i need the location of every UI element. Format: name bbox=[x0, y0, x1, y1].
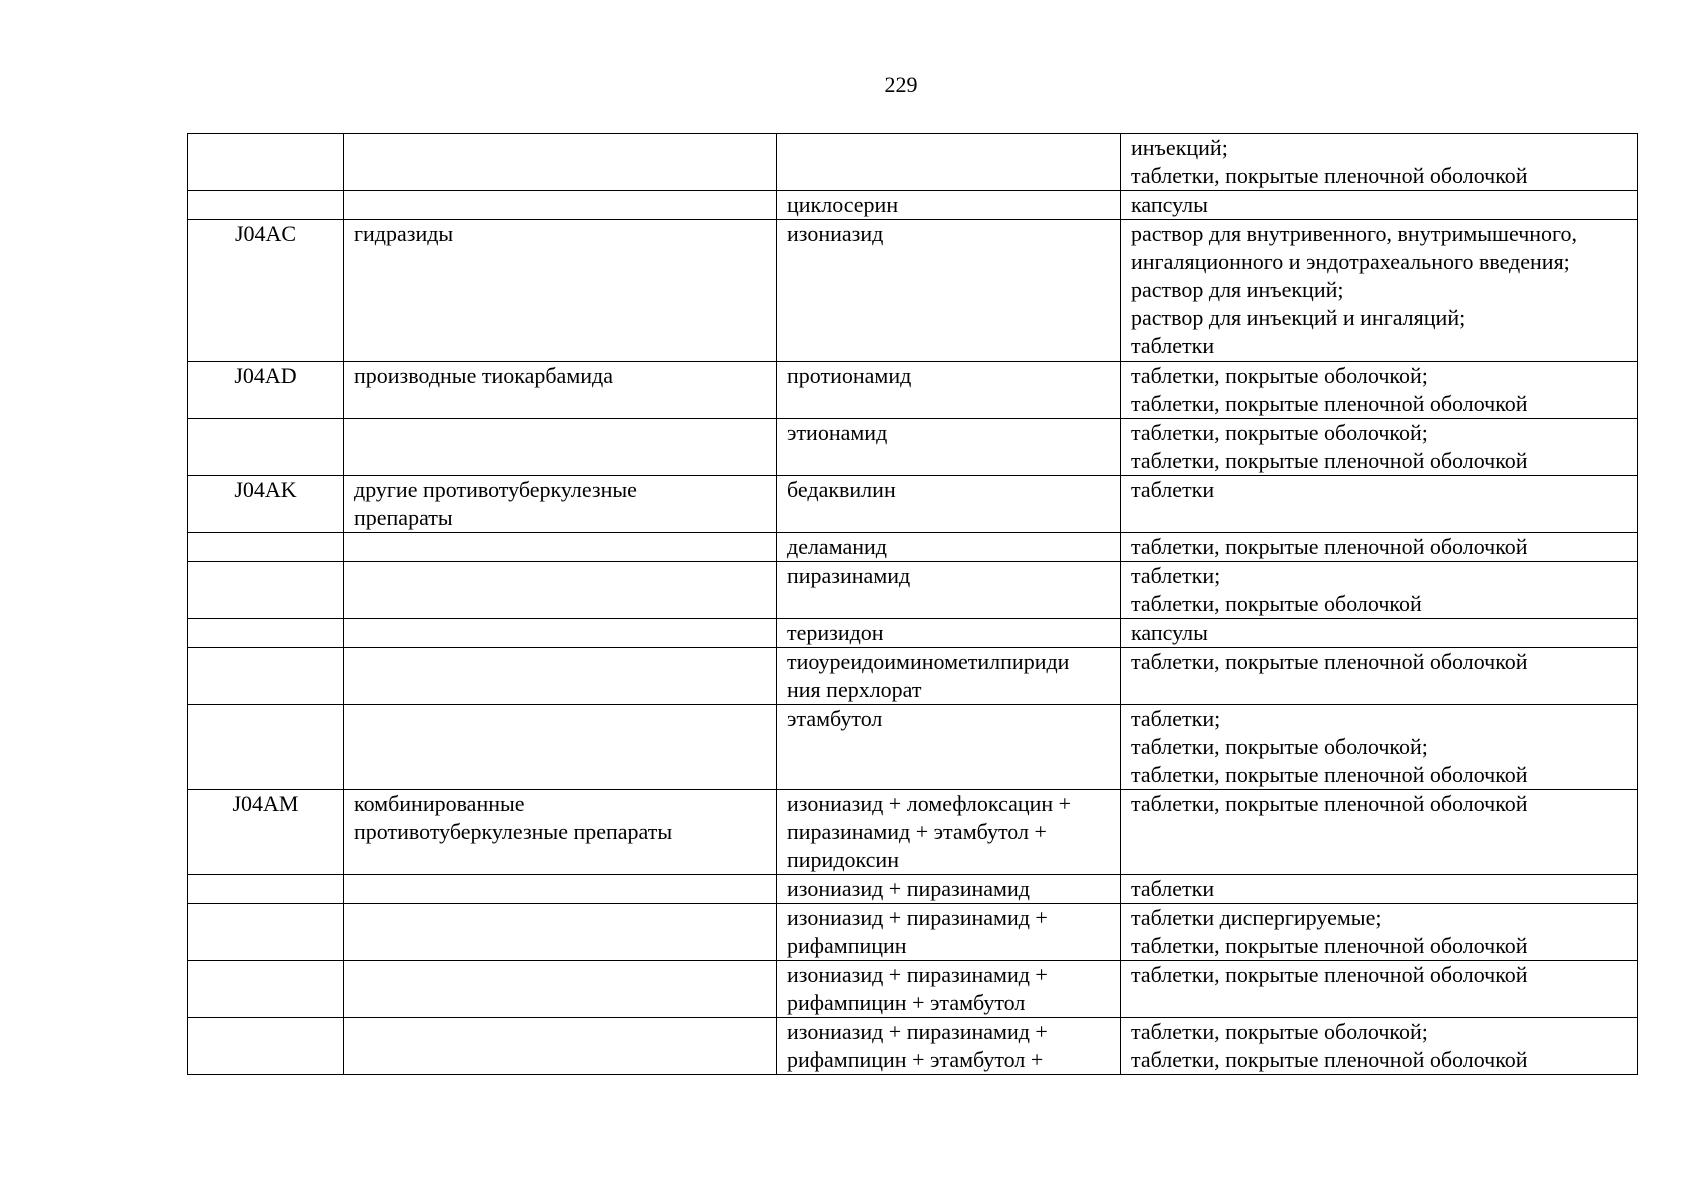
group-name-cell bbox=[344, 875, 777, 904]
dosage-form-line: раствор для инъекций; bbox=[1131, 277, 1344, 302]
drug-name-cell bbox=[777, 419, 1121, 476]
dosage-form-cell bbox=[1121, 220, 1638, 362]
table-row bbox=[188, 476, 1638, 533]
drug-name-cell bbox=[777, 705, 1121, 790]
dosage-form-cell bbox=[1121, 533, 1638, 562]
atc-code-cell: J04AD bbox=[188, 362, 344, 419]
table-row bbox=[188, 1018, 1638, 1075]
dosage-form-cell bbox=[1121, 419, 1638, 476]
atc-code-cell bbox=[188, 619, 344, 648]
dosage-form-line: таблетки, покрытые оболочкой; bbox=[1131, 363, 1428, 388]
group-name-cell bbox=[344, 533, 777, 562]
dosage-form-cell bbox=[1121, 705, 1638, 790]
page-number: 229 bbox=[884, 72, 918, 97]
table-row bbox=[188, 562, 1638, 619]
dosage-form-line: раствор для инъекций и ингаляций; bbox=[1131, 305, 1466, 330]
medication-table bbox=[187, 133, 1638, 1075]
atc-code-cell: J04AC bbox=[188, 220, 344, 362]
table-row bbox=[188, 705, 1638, 790]
group-name-cell bbox=[344, 220, 777, 362]
dosage-form-line: таблетки, покрытые пленочной оболочкой bbox=[1131, 762, 1528, 787]
drug-name-cell bbox=[777, 1018, 1121, 1075]
table-row bbox=[188, 790, 1638, 875]
drug-name-line: изониазид + пиразинамид + bbox=[787, 1019, 1048, 1044]
dosage-form-line: инъекций; bbox=[1131, 135, 1228, 160]
dosage-form-line: таблетки, покрытые пленочной оболочкой bbox=[1131, 649, 1528, 674]
atc-code-cell: J04AM bbox=[188, 790, 344, 875]
drug-name-line: теризидон bbox=[787, 620, 884, 645]
group-name-cell bbox=[344, 419, 777, 476]
dosage-form-line: раствор для внутривенного, внутримышечного, bbox=[1131, 221, 1578, 246]
group-name-cell bbox=[344, 362, 777, 419]
dosage-form-cell bbox=[1121, 562, 1638, 619]
drug-name-line: рифампицин + этамбутол bbox=[787, 990, 1026, 1015]
dosage-form-cell bbox=[1121, 362, 1638, 419]
dosage-form-line: таблетки bbox=[1131, 876, 1215, 901]
dosage-form-line: таблетки, покрытые пленочной оболочкой bbox=[1131, 1047, 1528, 1072]
drug-name-cell bbox=[777, 875, 1121, 904]
atc-code-cell bbox=[188, 562, 344, 619]
atc-code-cell bbox=[188, 904, 344, 961]
dosage-form-line: ингаляционного и эндотрахеального введения; bbox=[1131, 249, 1570, 274]
dosage-form-cell bbox=[1121, 476, 1638, 533]
group-name-cell bbox=[344, 705, 777, 790]
dosage-form-line: таблетки bbox=[1131, 333, 1215, 358]
drug-name-line: изониазид + пиразинамид + bbox=[787, 962, 1048, 987]
dosage-form-line: таблетки диспергируемые; bbox=[1131, 905, 1382, 930]
dosage-form-cell bbox=[1121, 648, 1638, 705]
dosage-form-cell bbox=[1121, 904, 1638, 961]
dosage-form-cell bbox=[1121, 961, 1638, 1018]
atc-code-cell bbox=[188, 1018, 344, 1075]
table-row bbox=[188, 419, 1638, 476]
dosage-form-cell bbox=[1121, 619, 1638, 648]
drug-name-line: рифампицин + этамбутол + bbox=[787, 1047, 1044, 1072]
dosage-form-line: таблетки, покрытые оболочкой; bbox=[1131, 734, 1428, 759]
dosage-form-cell bbox=[1121, 1018, 1638, 1075]
group-name-cell bbox=[344, 904, 777, 961]
drug-name-cell bbox=[777, 476, 1121, 533]
drug-name-line: изониазид + ломефлоксацин + bbox=[787, 791, 1072, 816]
group-name-cell bbox=[344, 476, 777, 533]
table-row bbox=[188, 220, 1638, 362]
drug-name-line: бедаквилин bbox=[787, 477, 896, 502]
table-row bbox=[188, 904, 1638, 961]
dosage-form-cell bbox=[1121, 134, 1638, 191]
dosage-form-cell bbox=[1121, 790, 1638, 875]
drug-name-cell bbox=[777, 220, 1121, 362]
dosage-form-line: таблетки, покрытые пленочной оболочкой bbox=[1131, 962, 1528, 987]
drug-name-line: пиридоксин bbox=[787, 847, 899, 872]
drug-name-cell bbox=[777, 619, 1121, 648]
drug-name-line: изониазид bbox=[787, 221, 884, 246]
dosage-form-line: таблетки, покрытые пленочной оболочкой bbox=[1131, 163, 1528, 188]
atc-code-cell bbox=[188, 419, 344, 476]
group-line: гидразиды bbox=[354, 221, 454, 246]
dosage-form-line: таблетки; bbox=[1131, 563, 1221, 588]
group-name-cell bbox=[344, 619, 777, 648]
dosage-form-line: таблетки bbox=[1131, 477, 1215, 502]
drug-name-line: изониазид + пиразинамид bbox=[787, 876, 1030, 901]
table-body bbox=[188, 134, 1638, 1075]
drug-name-line: этионамид bbox=[787, 420, 888, 445]
dosage-form-line: капсулы bbox=[1131, 192, 1208, 217]
group-name-cell bbox=[344, 790, 777, 875]
drug-name-cell bbox=[777, 961, 1121, 1018]
group-name-cell bbox=[344, 562, 777, 619]
drug-name-line: этамбутол bbox=[787, 706, 883, 731]
dosage-form-line: таблетки, покрытые пленочной оболочкой bbox=[1131, 791, 1528, 816]
group-line: препараты bbox=[354, 505, 453, 530]
drug-name-line: пиразинамид + этамбутол + bbox=[787, 819, 1047, 844]
drug-name-cell bbox=[777, 533, 1121, 562]
table-row bbox=[188, 961, 1638, 1018]
drug-name-line: пиразинамид bbox=[787, 563, 911, 588]
atc-code-cell bbox=[188, 648, 344, 705]
table-row bbox=[188, 648, 1638, 705]
dosage-form-line: таблетки, покрытые пленочной оболочкой bbox=[1131, 933, 1528, 958]
dosage-form-line: таблетки, покрытые оболочкой bbox=[1131, 591, 1422, 616]
dosage-form-line: капсулы bbox=[1131, 620, 1208, 645]
table-row bbox=[188, 619, 1638, 648]
dosage-form-cell bbox=[1121, 191, 1638, 220]
group-name-cell bbox=[344, 648, 777, 705]
group-name-cell bbox=[344, 134, 777, 191]
table-row bbox=[188, 191, 1638, 220]
drug-name-line: изониазид + пиразинамид + bbox=[787, 905, 1048, 930]
atc-code-cell bbox=[188, 191, 344, 220]
atc-code-cell bbox=[188, 705, 344, 790]
group-line: другие противотуберкулезные bbox=[354, 477, 637, 502]
drug-name-cell bbox=[777, 134, 1121, 191]
table-row bbox=[188, 533, 1638, 562]
atc-code-cell bbox=[188, 875, 344, 904]
atc-code-cell bbox=[188, 134, 344, 191]
drug-name-cell bbox=[777, 648, 1121, 705]
drug-name-line: ния перхлорат bbox=[787, 677, 922, 702]
drug-name-cell bbox=[777, 362, 1121, 419]
table-row bbox=[188, 362, 1638, 419]
drug-name-line: циклосерин bbox=[787, 192, 899, 217]
group-name-cell bbox=[344, 191, 777, 220]
group-line: производные тиокарбамида bbox=[354, 363, 613, 388]
drug-name-cell bbox=[777, 904, 1121, 961]
group-line: комбинированные bbox=[354, 791, 525, 816]
drug-name-cell bbox=[777, 790, 1121, 875]
table-row bbox=[188, 134, 1638, 191]
drug-name-line: деламанид bbox=[787, 534, 887, 559]
group-line: противотуберкулезные препараты bbox=[354, 819, 673, 844]
drug-name-line: рифампицин bbox=[787, 933, 907, 958]
group-name-cell bbox=[344, 1018, 777, 1075]
dosage-form-line: таблетки, покрытые пленочной оболочкой bbox=[1131, 391, 1528, 416]
dosage-form-line: таблетки, покрытые пленочной оболочкой bbox=[1131, 534, 1528, 559]
atc-code-cell bbox=[188, 533, 344, 562]
table-row bbox=[188, 875, 1638, 904]
atc-code-cell bbox=[188, 961, 344, 1018]
drug-name-cell bbox=[777, 191, 1121, 220]
dosage-form-line: таблетки; bbox=[1131, 706, 1221, 731]
dosage-form-line: таблетки, покрытые пленочной оболочкой bbox=[1131, 448, 1528, 473]
dosage-form-line: таблетки, покрытые оболочкой; bbox=[1131, 1019, 1428, 1044]
drug-name-line: тиоуреидоиминометилпириди bbox=[787, 649, 1070, 674]
dosage-form-cell bbox=[1121, 875, 1638, 904]
drug-name-line: протионамид bbox=[787, 363, 912, 388]
drug-name-cell bbox=[777, 562, 1121, 619]
atc-code-cell: J04AK bbox=[188, 476, 344, 533]
dosage-form-line: таблетки, покрытые оболочкой; bbox=[1131, 420, 1428, 445]
group-name-cell bbox=[344, 961, 777, 1018]
